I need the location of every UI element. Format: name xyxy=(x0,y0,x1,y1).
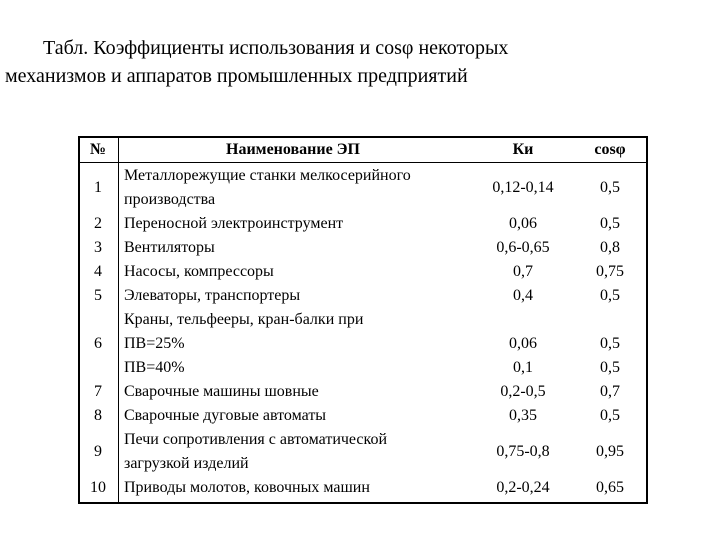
row-ki: 0,4 xyxy=(513,287,533,304)
row-name-line: производства xyxy=(124,191,216,208)
row-number: 4 xyxy=(94,263,102,280)
coefficients-table xyxy=(78,136,648,504)
header-ki: Ки xyxy=(512,141,534,158)
row-number: 10 xyxy=(90,479,106,496)
row-ki: 0,7 xyxy=(513,263,533,280)
row-cos: 0,5 xyxy=(600,407,620,424)
row-name-line: Печи сопротивления с автоматической xyxy=(124,431,388,448)
row-ki: 0,6-0,65 xyxy=(496,239,550,256)
row-name-line: Приводы молотов, ковочных машин xyxy=(124,479,370,496)
row-number: 3 xyxy=(94,239,102,256)
row-name-line: загрузкой изделий xyxy=(124,455,249,472)
row-cos: 0,75 xyxy=(596,263,624,280)
row-number: 5 xyxy=(94,287,102,304)
row-cos: 0,5 xyxy=(600,335,620,352)
row-number: 2 xyxy=(94,215,102,232)
header-divider xyxy=(80,162,646,163)
title-line-2: механизмов и аппаратов промышленных предприятий xyxy=(5,65,468,87)
row-name-line: Элеваторы, транспортеры xyxy=(124,287,301,304)
header-cos: cosφ xyxy=(594,141,626,158)
title-line-1: Табл. Коэффициенты использования и cosφ некоторых xyxy=(43,37,509,59)
num-column-divider xyxy=(118,138,119,502)
row-ki: 0,2-0,5 xyxy=(500,383,546,400)
row-cos: 0,7 xyxy=(600,383,620,400)
row-cos: 0,5 xyxy=(600,359,620,376)
row-cos: 0,5 xyxy=(600,215,620,232)
row-ki: 0,35 xyxy=(509,407,537,424)
row-number: 8 xyxy=(94,407,102,424)
row-ki: 0,12-0,14 xyxy=(492,179,554,196)
row-name-line: Вентиляторы xyxy=(124,239,215,256)
row-cos: 0,5 xyxy=(600,287,620,304)
header-name: Наименование ЭП xyxy=(226,141,360,158)
row-cos: 0,5 xyxy=(600,179,620,196)
row-ki: 0,1 xyxy=(513,359,533,376)
row-cos: 0,8 xyxy=(600,239,620,256)
row-name-line: Сварочные машины шовные xyxy=(124,383,319,400)
row-number: 1 xyxy=(94,179,102,196)
row-cos: 0,65 xyxy=(596,479,624,496)
header-num: № xyxy=(89,141,107,158)
row-ki: 0,06 xyxy=(509,215,537,232)
row-name-line: Краны, тельфееры, кран-балки при xyxy=(124,311,364,328)
row-number: 9 xyxy=(94,443,102,460)
row-name-line: ПВ=40% xyxy=(124,359,185,376)
row-name-line: Металлорежущие станки мелкосерийного xyxy=(124,167,411,184)
row-number: 6 xyxy=(94,335,102,352)
row-ki: 0,06 xyxy=(509,335,537,352)
row-name-line: Сварочные дуговые автоматы xyxy=(124,407,327,424)
row-cos: 0,95 xyxy=(596,443,624,460)
table-title xyxy=(5,34,705,90)
row-ki: 0,75-0,8 xyxy=(496,443,550,460)
row-name-line: ПВ=25% xyxy=(124,335,185,352)
row-number: 7 xyxy=(94,383,102,400)
row-name-line: Переносной электроинструмент xyxy=(124,215,344,232)
row-name-line: Насосы, компрессоры xyxy=(124,263,274,280)
row-ki: 0,2-0,24 xyxy=(496,479,550,496)
